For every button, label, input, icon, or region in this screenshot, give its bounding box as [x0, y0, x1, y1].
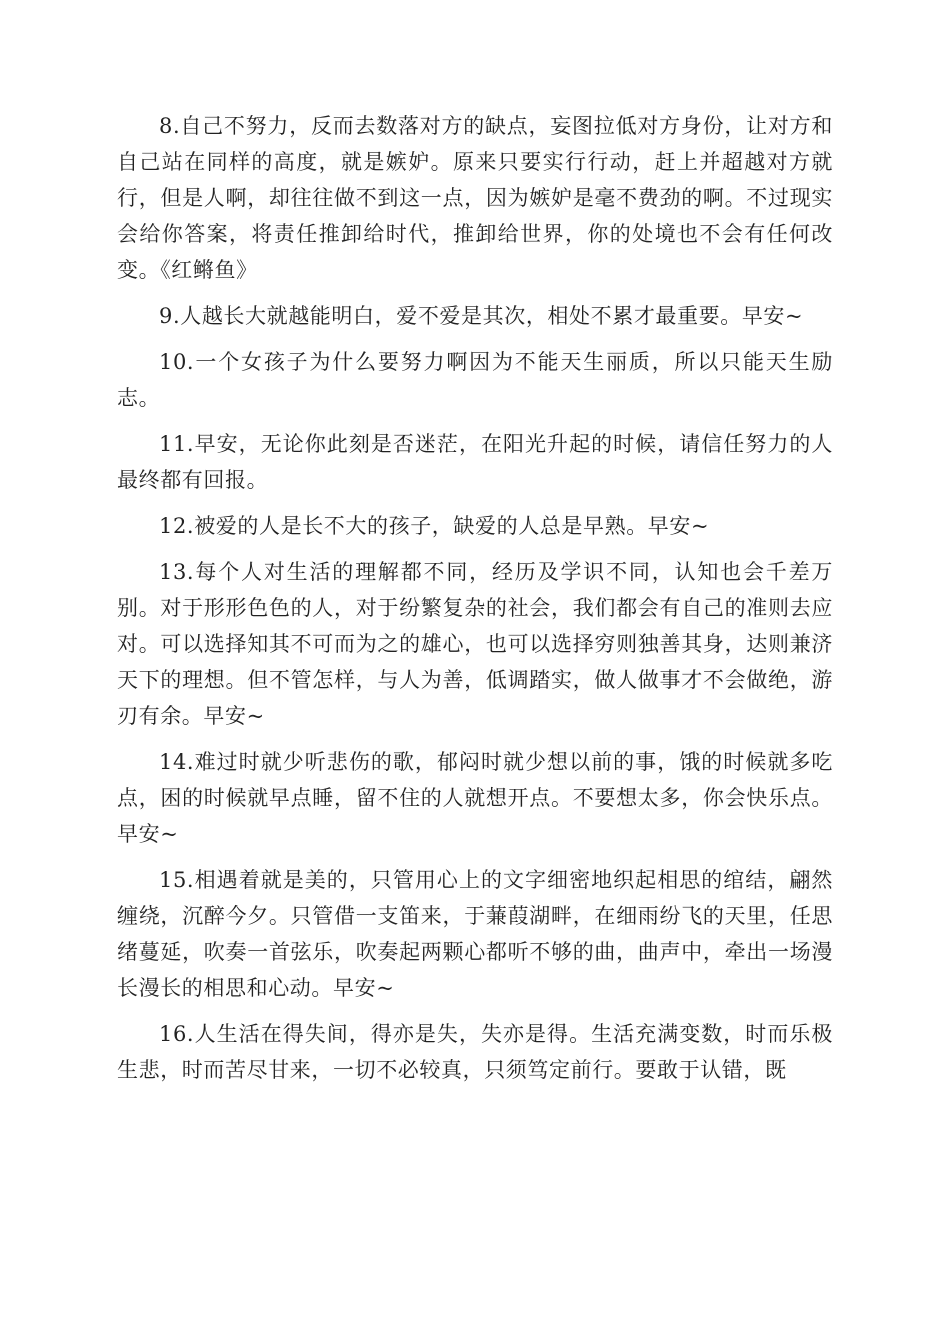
paragraph-8: 8.自己不努力，反而去数落对方的缺点，妄图拉低对方身份，让对方和自己站在同样的高度，就是嫉妒。原来只要实行行动，赶上并超越对方就行，但是人啊，却往往做不到这一点，因为嫉妒是毫不费劲的啊。不过现实会给你答案，将责任推卸给时代，推卸给世界，你的处境也不会有任何改变。《红鳉鱼》: [117, 114, 833, 282]
paragraph-11: 11.早安，无论你此刻是否迷茫，在阳光升起的时候，请信任努力的人最终都有回报。: [117, 432, 833, 492]
paragraph-10: 10.一个女孩子为什么要努力啊因为不能天生丽质，所以只能天生励志。: [117, 350, 833, 410]
document-body: [117, 108, 833, 1098]
paragraph-16: 16.人生活在得失间，得亦是失，失亦是得。生活充满变数，时而乐极生悲，时而苦尽甘来，一切不必较真，只须笃定前行。要敢于认错，既: [117, 1022, 833, 1082]
paragraph-13: 13.每个人对生活的理解都不同，经历及学识不同，认知也会千差万别。对于形形色色的人，对于纷繁复杂的社会，我们都会有自己的准则去应对。可以选择知其不可而为之的雄心，也可以选择穷则独善其身，达则兼济天下的理想。但不管怎样，与人为善，低调踏实，做人做事才不会做绝，游刃有余。早安~: [117, 560, 833, 728]
paragraph-15: 15.相遇着就是美的，只管用心上的文字细密地织起相思的绾结，翩然缠绕，沉醉今夕。只管借一支笛来，于蒹葭湖畔，在细雨纷飞的天里，任思绪蔓延，吹奏一首弦乐，吹奏起两颗心都听不够的曲，曲声中，牵出一场漫长漫长的相思和心动。早安~: [117, 868, 833, 1000]
paragraph-9: 9.人越长大就越能明白，爱不爱是其次，相处不累才最重要。早安~: [159, 304, 804, 328]
paragraph-14: 14.难过时就少听悲伤的歌，郁闷时就少想以前的事，饿的时候就多吃点，困的时候就早点睡，留不住的人就想开点。不要想太多，你会快乐点。早安~: [117, 750, 833, 846]
paragraph-12: 12.被爱的人是长不大的孩子，缺爱的人总是早熟。早安~: [159, 514, 710, 538]
